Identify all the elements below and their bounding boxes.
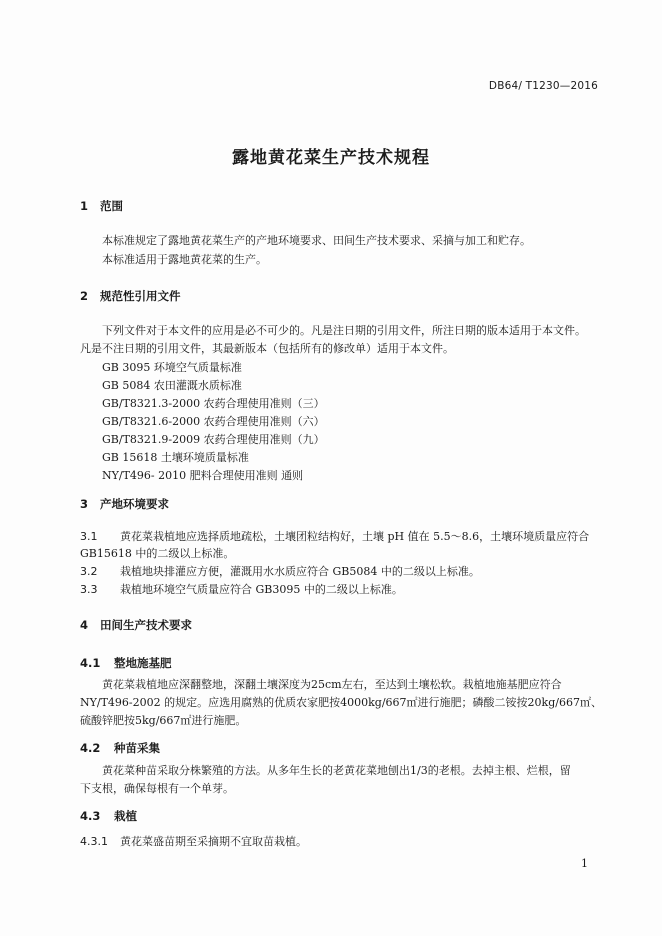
section-number: 3	[80, 497, 89, 511]
paragraph: 黄花菜种苗采取分株繁殖的方法。从多年生长的老黄花菜地刨出1/3的老根。去掉主根、烂根，留	[102, 764, 571, 777]
reference-item: GB/T8321.3-2000 农药合理使用准则（三）	[102, 397, 325, 410]
clause-number: 3.3	[80, 583, 98, 596]
section-title: 产地环境要求	[100, 497, 169, 511]
section-title: 规范性引用文件	[100, 289, 181, 303]
section-1-heading	[80, 198, 123, 214]
subsection-title: 种苗采集	[114, 741, 160, 755]
section-number: 4	[80, 618, 89, 632]
subsection-4-3-heading	[80, 808, 137, 824]
section-4-heading	[80, 617, 192, 633]
paragraph: 下支根，确保每根有一个单芽。	[80, 782, 234, 795]
reference-item: GB 5084 农田灌溉水质标准	[102, 379, 242, 392]
clause-3-2	[80, 562, 480, 581]
clause-text: 栽植地块排灌应方便，灌溉用水水质应符合 GB5084 中的二级以上标准。	[120, 565, 480, 578]
clause-4-3-1	[80, 832, 307, 851]
reference-item: GB 3095 环境空气质量标准	[102, 361, 242, 374]
section-2-heading	[80, 288, 181, 304]
paragraph: 硫酸锌肥按5kg/667㎡进行施肥。	[80, 714, 247, 727]
paragraph: NY/T496-2002 的规定。应选用腐熟的优质农家肥按4000kg/667㎡进行施肥；磷酸二铵按20kg/667㎡、	[80, 696, 602, 709]
paragraph: 下列文件对于本文件的应用是必不可少的。凡是注日期的引用文件，所注日期的版本适用于本文件。	[102, 324, 586, 337]
clause-number: 4.3.1	[80, 835, 108, 848]
section-title: 田间生产技术要求	[100, 618, 192, 632]
subsection-number: 4.1	[80, 656, 101, 670]
reference-item: GB 15618 土壤环境质量标准	[102, 451, 249, 464]
reference-item: NY/T496- 2010 肥料合理使用准则 通则	[102, 469, 304, 482]
standard-code: DB64/ T1230—2016	[488, 80, 598, 92]
section-3-heading	[80, 496, 169, 512]
clause-3-1-cont: GB15618 中的二级以上标准。	[80, 547, 235, 560]
clause-text: 栽植地环境空气质量应符合 GB3095 中的二级以上标准。	[120, 583, 403, 596]
subsection-title: 栽植	[114, 809, 137, 823]
subsection-number: 4.2	[80, 741, 101, 755]
clause-number: 3.2	[80, 565, 98, 578]
reference-item: GB/T8321.6-2000 农药合理使用准则（六）	[102, 415, 325, 428]
subsection-title: 整地施基肥	[114, 656, 172, 670]
subsection-4-1-heading	[80, 655, 172, 671]
page-number: 1	[581, 857, 588, 870]
subsection-number: 4.3	[80, 809, 101, 823]
section-number: 1	[80, 199, 89, 213]
subsection-4-2-heading	[80, 740, 160, 756]
paragraph: 本标准规定了露地黄花菜生产的产地环境要求、田间生产技术要求、采摘与加工和贮存。	[102, 234, 531, 247]
clause-text: 黄花菜栽植地应选择质地疏松，土壤团粒结构好，土壤 pH 值在 5.5～8.6，土壤环境质量应符合	[120, 530, 590, 543]
clause-text: 黄花菜盛苗期至采摘期不宜取苗栽植。	[120, 835, 307, 848]
section-number: 2	[80, 289, 89, 303]
section-title: 范围	[100, 199, 123, 213]
reference-item: GB/T8321.9-2009 农药合理使用准则（九）	[102, 433, 325, 446]
clause-number: 3.1	[80, 530, 98, 543]
paragraph: 本标准适用于露地黄花菜的生产。	[102, 253, 267, 266]
paragraph: 凡是不注日期的引用文件，其最新版本（包括所有的修改单）适用于本文件。	[80, 342, 454, 355]
clause-3-3	[80, 580, 403, 599]
paragraph: 黄花菜栽植地应深翻整地，深翻土壤深度为25cm左右，至达到土壤松软。栽植地施基肥应符合	[102, 678, 562, 691]
document-title: 露地黄花菜生产技术规程	[232, 148, 430, 168]
